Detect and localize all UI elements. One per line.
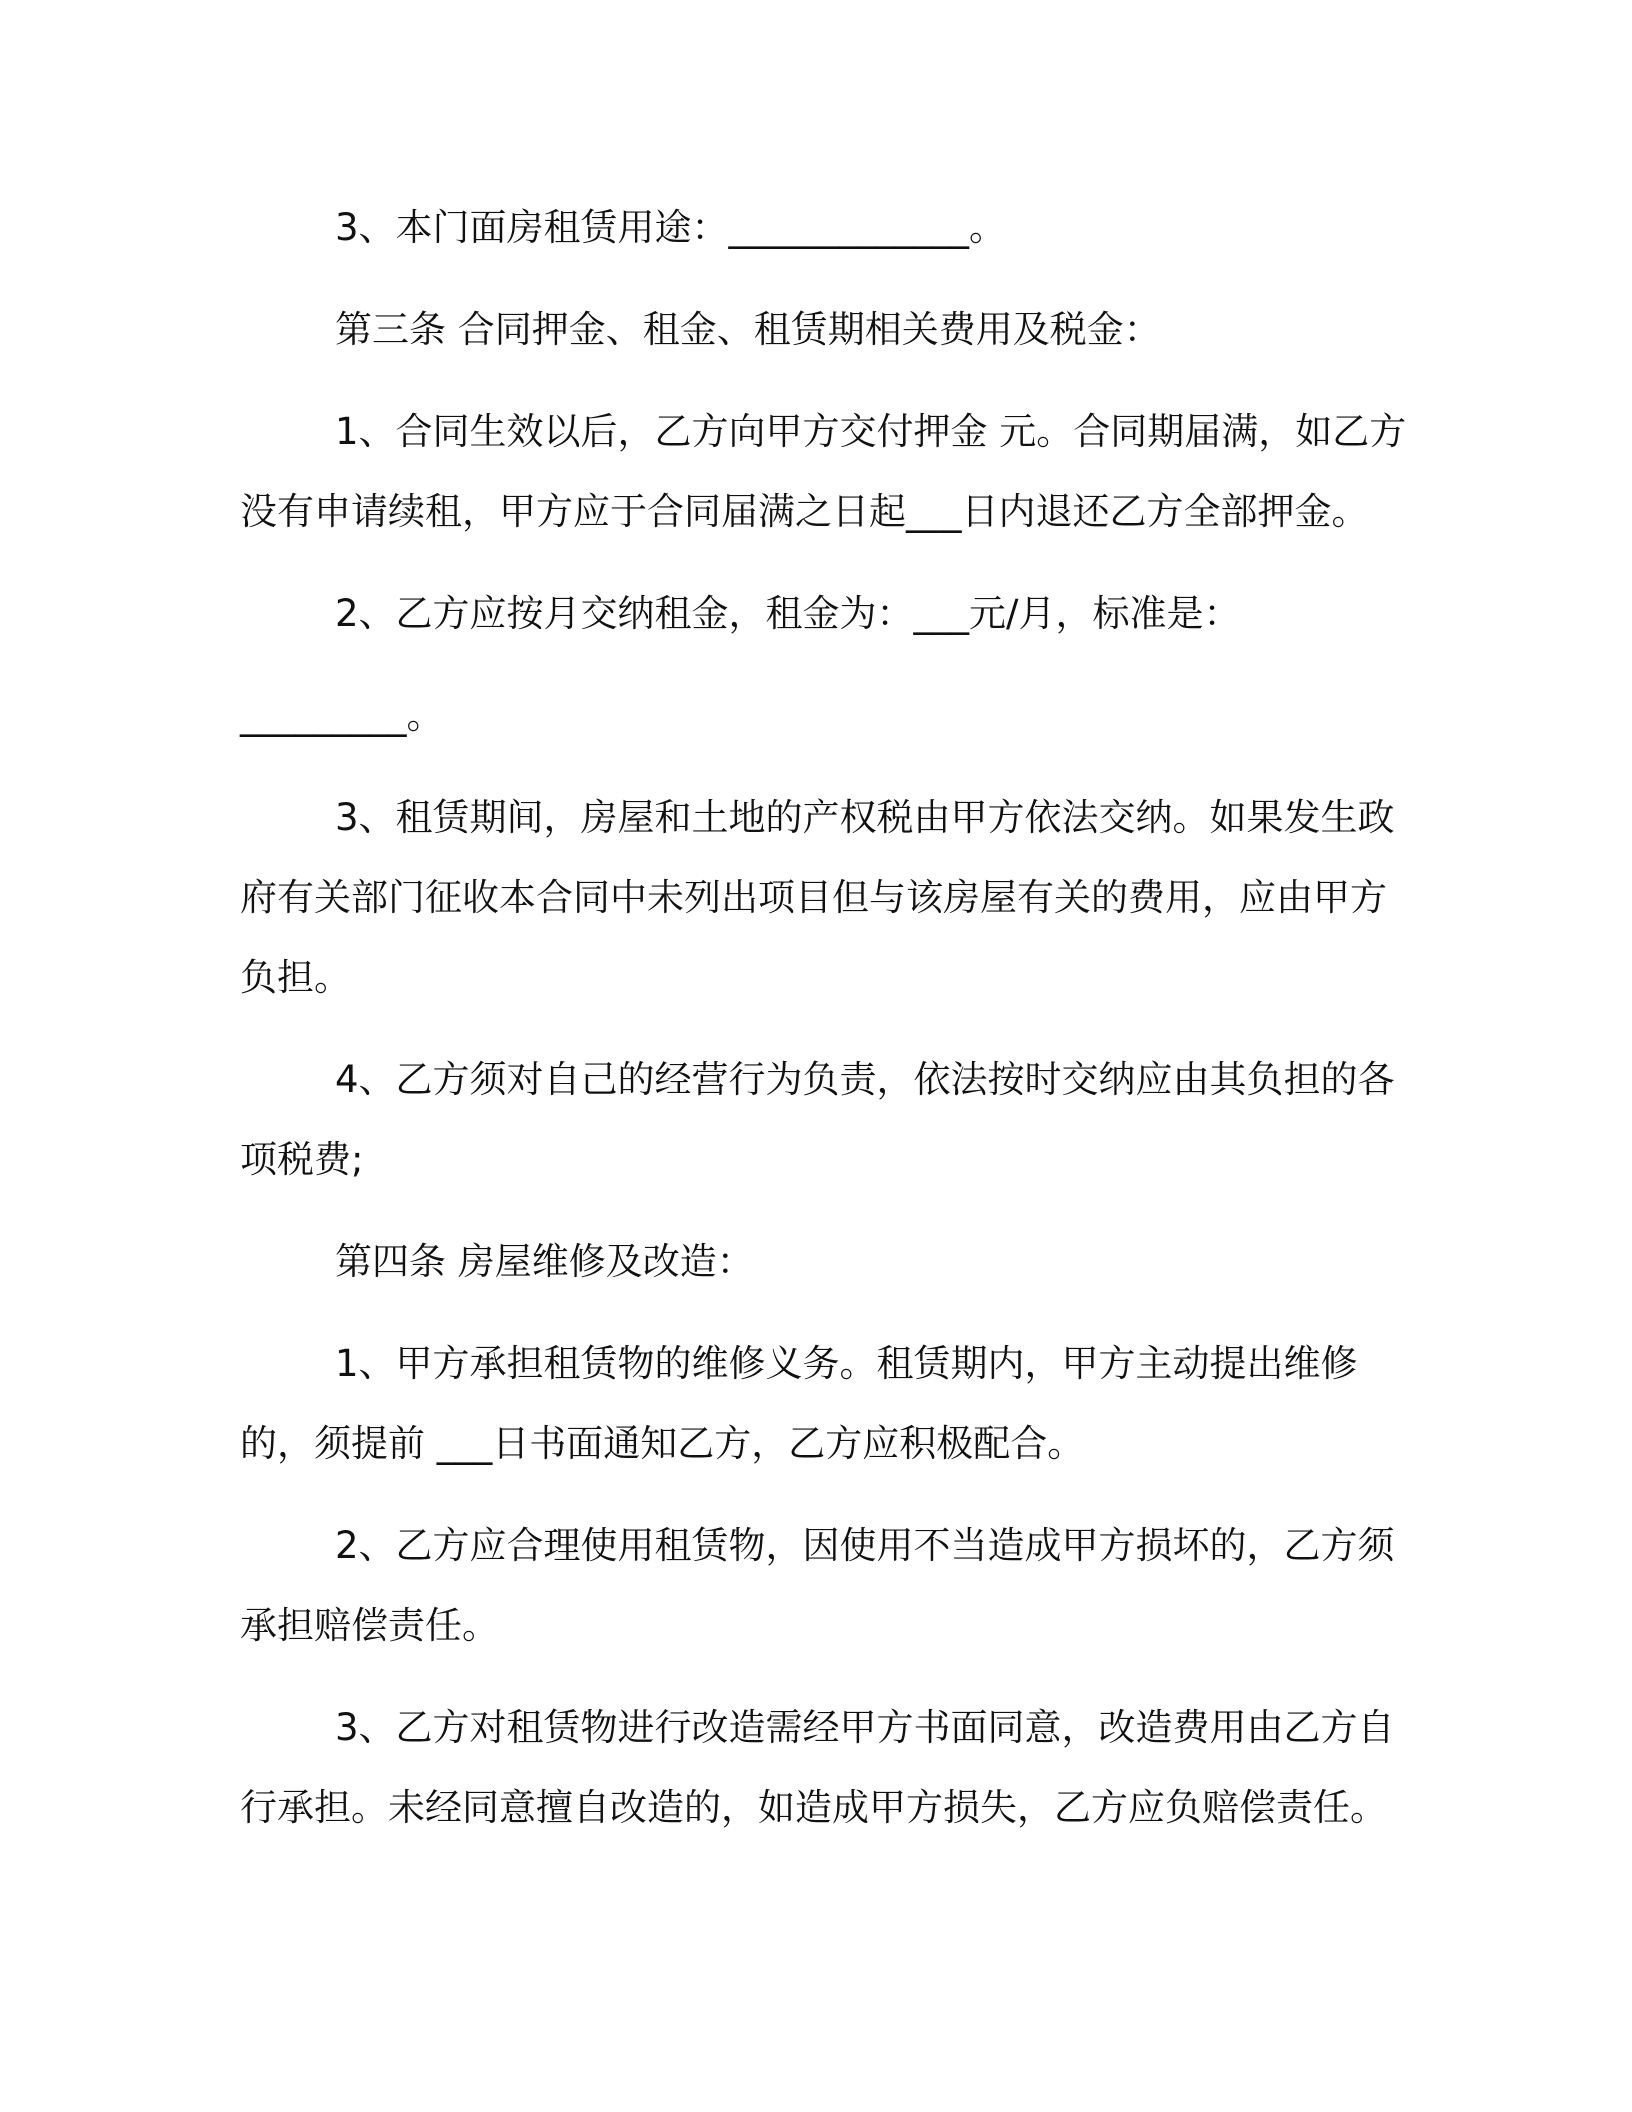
rent-standard-blank: _________。 xyxy=(240,694,444,737)
clause-usage-paragraph: 3、本门面房租赁用途：_____________。 xyxy=(335,206,1007,249)
rent-paragraph: 2、乙方应按月交纳租金，租金为：___元/月，标准是： xyxy=(335,592,1241,635)
tax-paragraph: 3、租赁期间，房屋和土地的产权税由甲方依法交纳。如果发生政府有关部门征收本合同中未列出项目但与该房屋有关的费用，应由甲方负担。 xyxy=(240,796,1395,999)
repair-obligation-paragraph: 1、甲方承担租赁物的维修义务。租赁期内，甲方主动提出维修的，须提前 ___日书面通知乙方，乙方应积极配合。 xyxy=(240,1342,1358,1465)
article-three-heading: 第三条 合同押金、租金、租赁期相关费用及税金： xyxy=(335,308,1161,351)
document-body xyxy=(240,188,1412,1848)
proper-use-paragraph: 2、乙方应合理使用租赁物，因使用不当造成甲方损坏的，乙方须承担赔偿责任。 xyxy=(240,1524,1395,1647)
deposit-paragraph: 1、合同生效以后，乙方向甲方交付押金 元。合同期届满，如乙方没有申请续租，甲方应于合同届满之日起___日内退还乙方全部押金。 xyxy=(240,410,1407,533)
article-four-heading: 第四条 房屋维修及改造： xyxy=(335,1240,754,1283)
business-tax-paragraph: 4、乙方须对自己的经营行为负责，依法按时交纳应由其负担的各项税费; xyxy=(240,1058,1395,1181)
renovation-paragraph: 3、乙方对租赁物进行改造需经甲方书面同意，改造费用由乙方自行承担。未经同意擅自改造的，如造成甲方损失，乙方应负赔偿责任。 xyxy=(240,1706,1395,1829)
